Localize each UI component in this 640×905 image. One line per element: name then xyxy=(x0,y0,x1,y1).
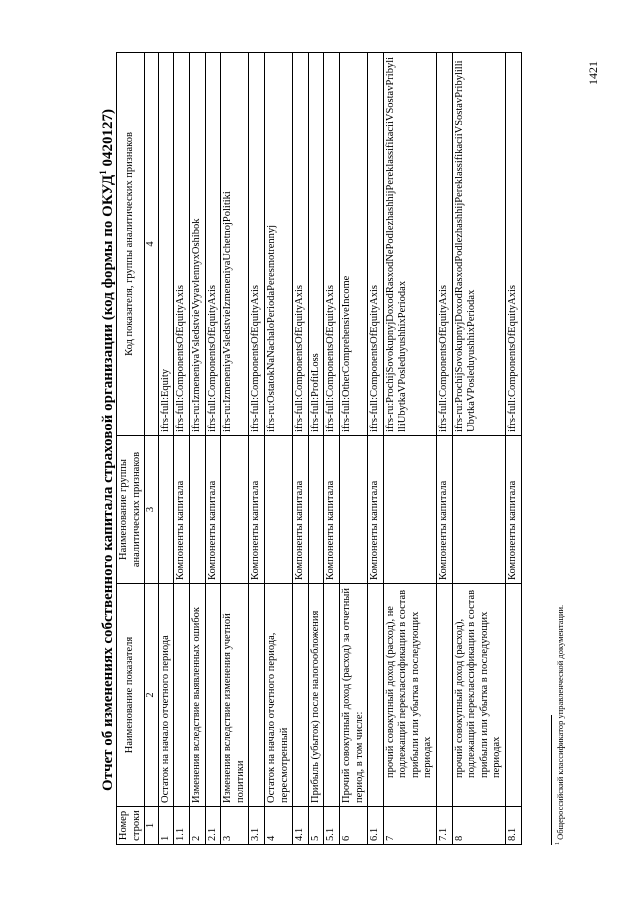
indicator-name-cell: Прочий совокупный доход (расход) за отчетный период, в том числе: xyxy=(339,584,367,807)
group-name-cell: Компоненты капитала xyxy=(324,436,340,584)
group-name-cell xyxy=(383,436,436,584)
table-row xyxy=(158,53,174,845)
indicator-name-cell xyxy=(174,584,190,807)
code-cell: ifrs-ru:ProchijSovokupnyjDoxodRasxodPodlezhashhijPereklassifikaciiVSostavPribylilliUbytkaVPosleduyushhixPeriodax xyxy=(452,53,505,436)
row-number-cell: 7.1 xyxy=(437,807,453,845)
row-number-cell: 4.1 xyxy=(293,807,309,845)
code-cell: ifrs-ru:IzmeneniyaVsledstvieIzmeneniyaUchetnojPolitiki xyxy=(221,53,249,436)
indicator-name-cell: Остаток на начало отчетного периода, пересмотренный xyxy=(264,584,292,807)
table-row xyxy=(293,53,309,845)
header-row-number: Номер строки xyxy=(117,807,145,845)
indicator-name-cell xyxy=(249,584,265,807)
indicator-name-cell xyxy=(324,584,340,807)
code-cell: ifrs-full:ComponentsOfEquityAxis xyxy=(293,53,309,436)
row-number-cell: 8.1 xyxy=(506,807,522,845)
code-cell: ifrs-full:ComponentsOfEquityAxis xyxy=(506,53,522,436)
group-name-cell: Компоненты капитала xyxy=(506,436,522,584)
column-number-row xyxy=(145,53,159,845)
row-number-cell: 3 xyxy=(221,807,249,845)
group-name-cell xyxy=(189,436,205,584)
column-number: 1 xyxy=(145,807,159,845)
code-cell: ifrs-full:ComponentsOfEquityAxis xyxy=(249,53,265,436)
code-cell: ifrs-full:ComponentsOfEquityAxis xyxy=(205,53,221,436)
row-number-cell: 7 xyxy=(383,807,436,845)
indicator-name-cell xyxy=(205,584,221,807)
code-cell: ifrs-full:ComponentsOfEquityAxis xyxy=(437,53,453,436)
column-number: 3 xyxy=(145,436,159,584)
header-indicator-name: Наименование показателя xyxy=(117,584,145,807)
indicator-name-cell: Изменения вследствие выявленных ошибок xyxy=(189,584,205,807)
table-row xyxy=(339,53,367,845)
table-row xyxy=(264,53,292,845)
row-number-cell: 5.1 xyxy=(324,807,340,845)
row-number-cell: 6.1 xyxy=(368,807,384,845)
code-cell: ifrs-full:ComponentsOfEquityAxis xyxy=(368,53,384,436)
code-cell: ifrs-ru:IzmeneniyaVsledstvieVyyavlennyxOshibok xyxy=(189,53,205,436)
row-number-cell: 4 xyxy=(264,807,292,845)
report-table xyxy=(116,52,522,845)
group-name-cell: Компоненты капитала xyxy=(368,436,384,584)
header-group-name: Наименование группы аналитических признаков xyxy=(117,436,145,584)
indicator-name-cell: Изменения вследствие изменения учетной политики xyxy=(221,584,249,807)
row-number-cell: 3.1 xyxy=(249,807,265,845)
code-cell: ifrs-full:Equity xyxy=(158,53,174,436)
code-cell: ifrs-ru:ProchijSovokupnyjDoxodRasxodNePodlezhashhijPereklassifikaciiVSostavPribylilliUbytkaVPosleduyushhixPeriodax xyxy=(383,53,436,436)
table-body xyxy=(158,53,521,845)
indicator-name-cell: прочий совокупный доход (расход), не подлежащий переклассификации в состав прибыли или убытка в последующих периодах xyxy=(383,584,436,807)
table-row xyxy=(368,53,384,845)
header-code: Код показателя, группы аналитических признаков xyxy=(117,53,145,436)
group-name-cell xyxy=(158,436,174,584)
report-title: Отчет об изменениях собственного капитала страховой организации (код формы по ОКУД$^1$ 0420127) xyxy=(98,109,116,791)
group-name-cell xyxy=(308,436,324,584)
row-number-cell: 6 xyxy=(339,807,367,845)
code-cell: ifrs-ru:OstatokNaNachaloPeriodaPeresmotrennyj xyxy=(264,53,292,436)
code-cell: ifrs-full:ComponentsOfEquityAxis xyxy=(174,53,190,436)
indicator-name-cell xyxy=(437,584,453,807)
group-name-cell: Компоненты капитала xyxy=(293,436,309,584)
table-row xyxy=(506,53,522,845)
table-header-row xyxy=(117,53,145,845)
group-name-cell xyxy=(339,436,367,584)
table-row xyxy=(205,53,221,845)
row-number-cell: 1 xyxy=(158,807,174,845)
code-cell: ifrs-full:ComponentsOfEquityAxis xyxy=(324,53,340,436)
row-number-cell: 2.1 xyxy=(205,807,221,845)
group-name-cell xyxy=(264,436,292,584)
group-name-cell: Компоненты капитала xyxy=(174,436,190,584)
group-name-cell: Компоненты капитала xyxy=(205,436,221,584)
row-number-cell: 1.1 xyxy=(174,807,190,845)
code-cell: ifrs-full:OtherComprehensiveIncome xyxy=(339,53,367,436)
row-number-cell: 5 xyxy=(308,807,324,845)
table-row xyxy=(174,53,190,845)
indicator-name-cell xyxy=(293,584,309,807)
table-row xyxy=(308,53,324,845)
page-number: 1421 xyxy=(586,61,600,85)
group-name-cell xyxy=(221,436,249,584)
table-row xyxy=(383,53,436,845)
code-cell: ifrs-full:ProfitLoss xyxy=(308,53,324,436)
footnote: $^1$ Общероссийский классификатор управленческой документации. xyxy=(555,604,565,845)
group-name-cell xyxy=(452,436,505,584)
footnote-separator xyxy=(551,715,552,845)
table-row xyxy=(437,53,453,845)
table-row xyxy=(452,53,505,845)
table-row xyxy=(221,53,249,845)
table-row xyxy=(324,53,340,845)
column-number: 2 xyxy=(145,584,159,807)
indicator-name-cell: Прибыль (убыток) после налогообложения xyxy=(308,584,324,807)
row-number-cell: 8 xyxy=(452,807,505,845)
indicator-name-cell xyxy=(368,584,384,807)
column-number: 4 xyxy=(145,53,159,436)
row-number-cell: 2 xyxy=(189,807,205,845)
indicator-name-cell: прочий совокупный доход (расход), подлежащий переклассификации в состав прибыли или убытка в последующих периодах xyxy=(452,584,505,807)
table-row xyxy=(189,53,205,845)
table-row xyxy=(249,53,265,845)
indicator-name-cell xyxy=(506,584,522,807)
group-name-cell: Компоненты капитала xyxy=(437,436,453,584)
group-name-cell: Компоненты капитала xyxy=(249,436,265,584)
indicator-name-cell: Остаток на начало отчетного периода xyxy=(158,584,174,807)
